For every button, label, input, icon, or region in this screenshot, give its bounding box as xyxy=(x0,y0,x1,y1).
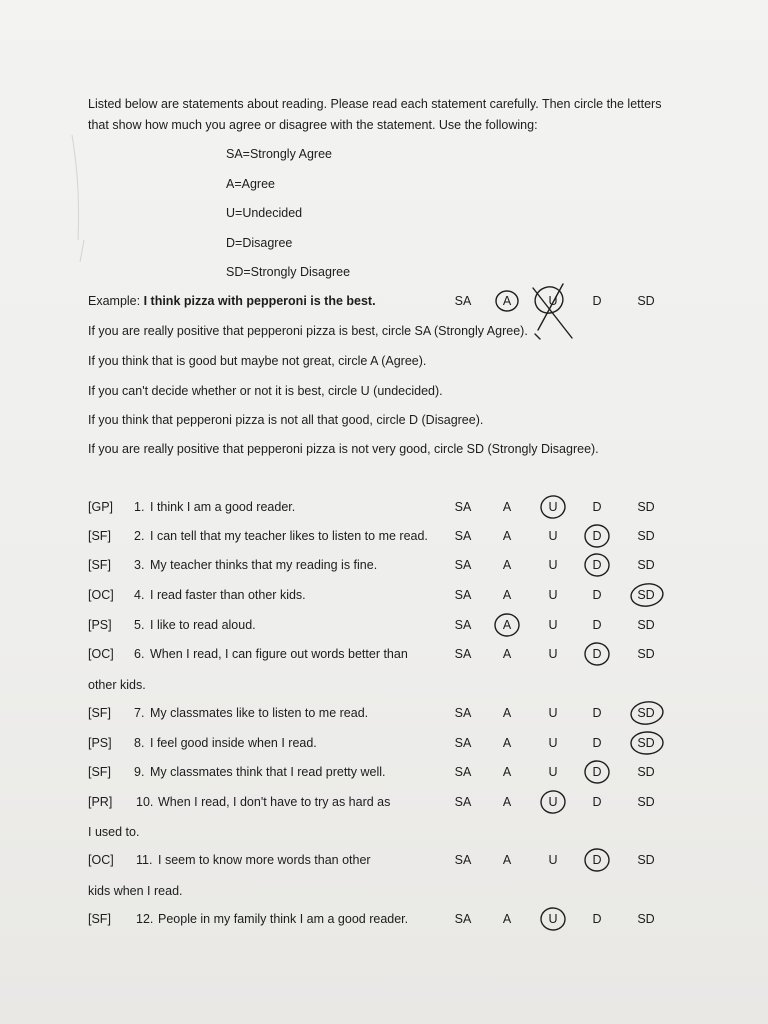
choice-d[interactable]: D xyxy=(592,765,602,779)
choice-d[interactable]: D xyxy=(592,618,602,632)
choice-u[interactable]: U xyxy=(548,500,558,514)
item-tag: [OC] xyxy=(88,853,114,867)
choice-sd[interactable]: SD xyxy=(637,912,655,926)
choice-sd[interactable]: SD xyxy=(637,795,655,809)
choice-a[interactable]: A xyxy=(502,765,512,779)
choice-u[interactable]: U xyxy=(548,853,558,867)
item-statement-continued: I used to. xyxy=(88,825,140,839)
item-number: 11. xyxy=(136,853,153,867)
choice-a[interactable]: A xyxy=(502,853,512,867)
item-tag: [SF] xyxy=(88,912,111,926)
item-statement: When I read, I don't have to try as hard as xyxy=(158,795,391,809)
item-number: 4. xyxy=(134,588,145,602)
choice-d[interactable]: D xyxy=(592,529,602,543)
item-statement: I can tell that my teacher likes to listen to me read. xyxy=(150,529,428,543)
choice-d[interactable]: D xyxy=(592,736,602,750)
item-number: 10. xyxy=(136,795,154,809)
item-tag: [OC] xyxy=(88,647,114,661)
legend-sd: SD=Strongly Disagree xyxy=(226,265,351,279)
item-statement: I feel good inside when I read. xyxy=(150,736,317,750)
choice-u[interactable]: U xyxy=(548,912,558,926)
page-crease-mark xyxy=(80,240,84,262)
intro-line-2: that show how much you agree or disagree with the statement. Use the following: xyxy=(88,118,538,132)
choice-sa[interactable]: SA xyxy=(454,706,472,720)
choice-sa[interactable]: SA xyxy=(454,912,472,926)
example-choice-sd[interactable]: SD xyxy=(637,294,655,308)
example-choice-d[interactable]: D xyxy=(592,294,602,308)
choice-u[interactable]: U xyxy=(548,588,558,602)
choice-u[interactable]: U xyxy=(548,795,558,809)
choice-sd[interactable]: SD xyxy=(637,588,655,602)
choice-d[interactable]: D xyxy=(592,558,602,572)
item-number: 9. xyxy=(134,765,145,779)
example-choice-sa[interactable]: SA xyxy=(454,294,472,308)
choice-a[interactable]: A xyxy=(502,647,512,661)
legend-a: A=Agree xyxy=(226,177,275,191)
example-statement: I think pizza with pepperoni is the best. xyxy=(143,294,376,308)
choice-d[interactable]: D xyxy=(592,706,602,720)
choice-sa[interactable]: SA xyxy=(454,765,472,779)
choice-d[interactable]: D xyxy=(592,500,602,514)
item-statement: I seem to know more words than other xyxy=(158,853,371,867)
choice-a[interactable]: A xyxy=(502,558,512,572)
choice-sa[interactable]: SA xyxy=(454,853,472,867)
choice-sa[interactable]: SA xyxy=(454,647,472,661)
item-tag: [PR] xyxy=(88,795,113,809)
item-number: 3. xyxy=(134,558,145,572)
item-statement: I think I am a good reader. xyxy=(150,500,296,514)
choice-d[interactable]: D xyxy=(592,853,602,867)
choice-u[interactable]: U xyxy=(548,529,558,543)
choice-sd[interactable]: SD xyxy=(637,647,655,661)
item-tag: [SF] xyxy=(88,558,111,572)
item-statement: My classmates think that I read pretty well. xyxy=(150,765,386,779)
item-number: 5. xyxy=(134,618,145,632)
item-statement: I read faster than other kids. xyxy=(150,588,306,602)
item-number: 2. xyxy=(134,529,145,543)
choice-u[interactable]: U xyxy=(548,558,558,572)
legend-d: D=Disagree xyxy=(226,236,293,250)
choice-sd[interactable]: SD xyxy=(637,853,655,867)
item-statement: I like to read aloud. xyxy=(150,618,256,632)
choice-d[interactable]: D xyxy=(592,795,602,809)
instruction-u: If you can't decide whether or not it is best, circle U (undecided). xyxy=(88,384,443,398)
choice-a[interactable]: A xyxy=(502,795,512,809)
example-pen-stroke xyxy=(535,334,540,339)
choice-sa[interactable]: SA xyxy=(454,588,472,602)
item-number: 1. xyxy=(134,500,145,514)
item-statement-continued: kids when I read. xyxy=(88,884,183,898)
item-statement-continued: other kids. xyxy=(88,678,146,692)
intro-line-1: Listed below are statements about reading. Please read each statement carefully. Then circle the letters xyxy=(88,97,662,111)
item-number: 8. xyxy=(134,736,145,750)
choice-u[interactable]: U xyxy=(548,618,558,632)
choice-d[interactable]: D xyxy=(592,647,602,661)
item-tag: [SF] xyxy=(88,765,111,779)
item-statement: People in my family think I am a good reader. xyxy=(158,912,409,926)
item-number: 7. xyxy=(134,706,145,720)
instruction-sd: If you are really positive that pepperoni pizza is not very good, circle SD (Strongly Disagree). xyxy=(88,442,599,456)
choice-sa[interactable]: SA xyxy=(454,558,472,572)
choice-u[interactable]: U xyxy=(548,765,558,779)
item-statement: My classmates like to listen to me read. xyxy=(150,706,369,720)
choice-sd[interactable]: SD xyxy=(637,500,655,514)
choice-d[interactable]: D xyxy=(592,912,602,926)
instruction-sa: If you are really positive that pepperoni pizza is best, circle SA (Strongly Agree). xyxy=(88,324,528,338)
choice-a[interactable]: A xyxy=(502,706,512,720)
legend-u: U=Undecided xyxy=(226,206,303,220)
choice-a[interactable]: A xyxy=(502,912,512,926)
choice-a[interactable]: A xyxy=(502,500,512,514)
item-tag: [PS] xyxy=(88,736,112,750)
choice-sa[interactable]: SA xyxy=(454,618,472,632)
example-label: Example: xyxy=(88,294,144,308)
choice-a[interactable]: A xyxy=(502,529,512,543)
choice-sa[interactable]: SA xyxy=(454,529,472,543)
choice-a[interactable]: A xyxy=(502,618,512,632)
item-tag: [SF] xyxy=(88,529,111,543)
item-number: 6. xyxy=(134,647,145,661)
example-choice-u[interactable]: U xyxy=(548,294,558,308)
choice-sd[interactable]: SD xyxy=(637,706,655,720)
choice-d[interactable]: D xyxy=(592,588,602,602)
choice-a[interactable]: A xyxy=(502,736,512,750)
page-crease-mark xyxy=(72,135,79,240)
example-choice-a[interactable]: A xyxy=(502,294,512,308)
choice-a[interactable]: A xyxy=(502,588,512,602)
choice-sd[interactable]: SD xyxy=(637,618,655,632)
item-tag: [SF] xyxy=(88,706,111,720)
choice-u[interactable]: U xyxy=(548,736,558,750)
choice-sa[interactable]: SA xyxy=(454,795,472,809)
legend-sa: SA=Strongly Agree xyxy=(226,147,332,161)
item-tag: [OC] xyxy=(88,588,114,602)
item-tag: [PS] xyxy=(88,618,112,632)
choice-u[interactable]: U xyxy=(548,706,558,720)
choice-sa[interactable]: SA xyxy=(454,500,472,514)
choice-sd[interactable]: SD xyxy=(637,558,655,572)
choice-sd[interactable]: SD xyxy=(637,736,655,750)
choice-sa[interactable]: SA xyxy=(454,736,472,750)
choice-sd[interactable]: SD xyxy=(637,529,655,543)
choice-sd[interactable]: SD xyxy=(637,765,655,779)
example-line xyxy=(88,294,376,309)
item-tag: [GP] xyxy=(88,500,114,514)
item-statement: My teacher thinks that my reading is fine. xyxy=(150,558,378,572)
choice-u[interactable]: U xyxy=(548,647,558,661)
item-number: 12. xyxy=(136,912,154,926)
instruction-a: If you think that is good but maybe not great, circle A (Agree). xyxy=(88,354,427,368)
instruction-d: If you think that pepperoni pizza is not all that good, circle D (Disagree). xyxy=(88,413,484,427)
item-statement: When I read, I can figure out words better than xyxy=(150,647,408,661)
